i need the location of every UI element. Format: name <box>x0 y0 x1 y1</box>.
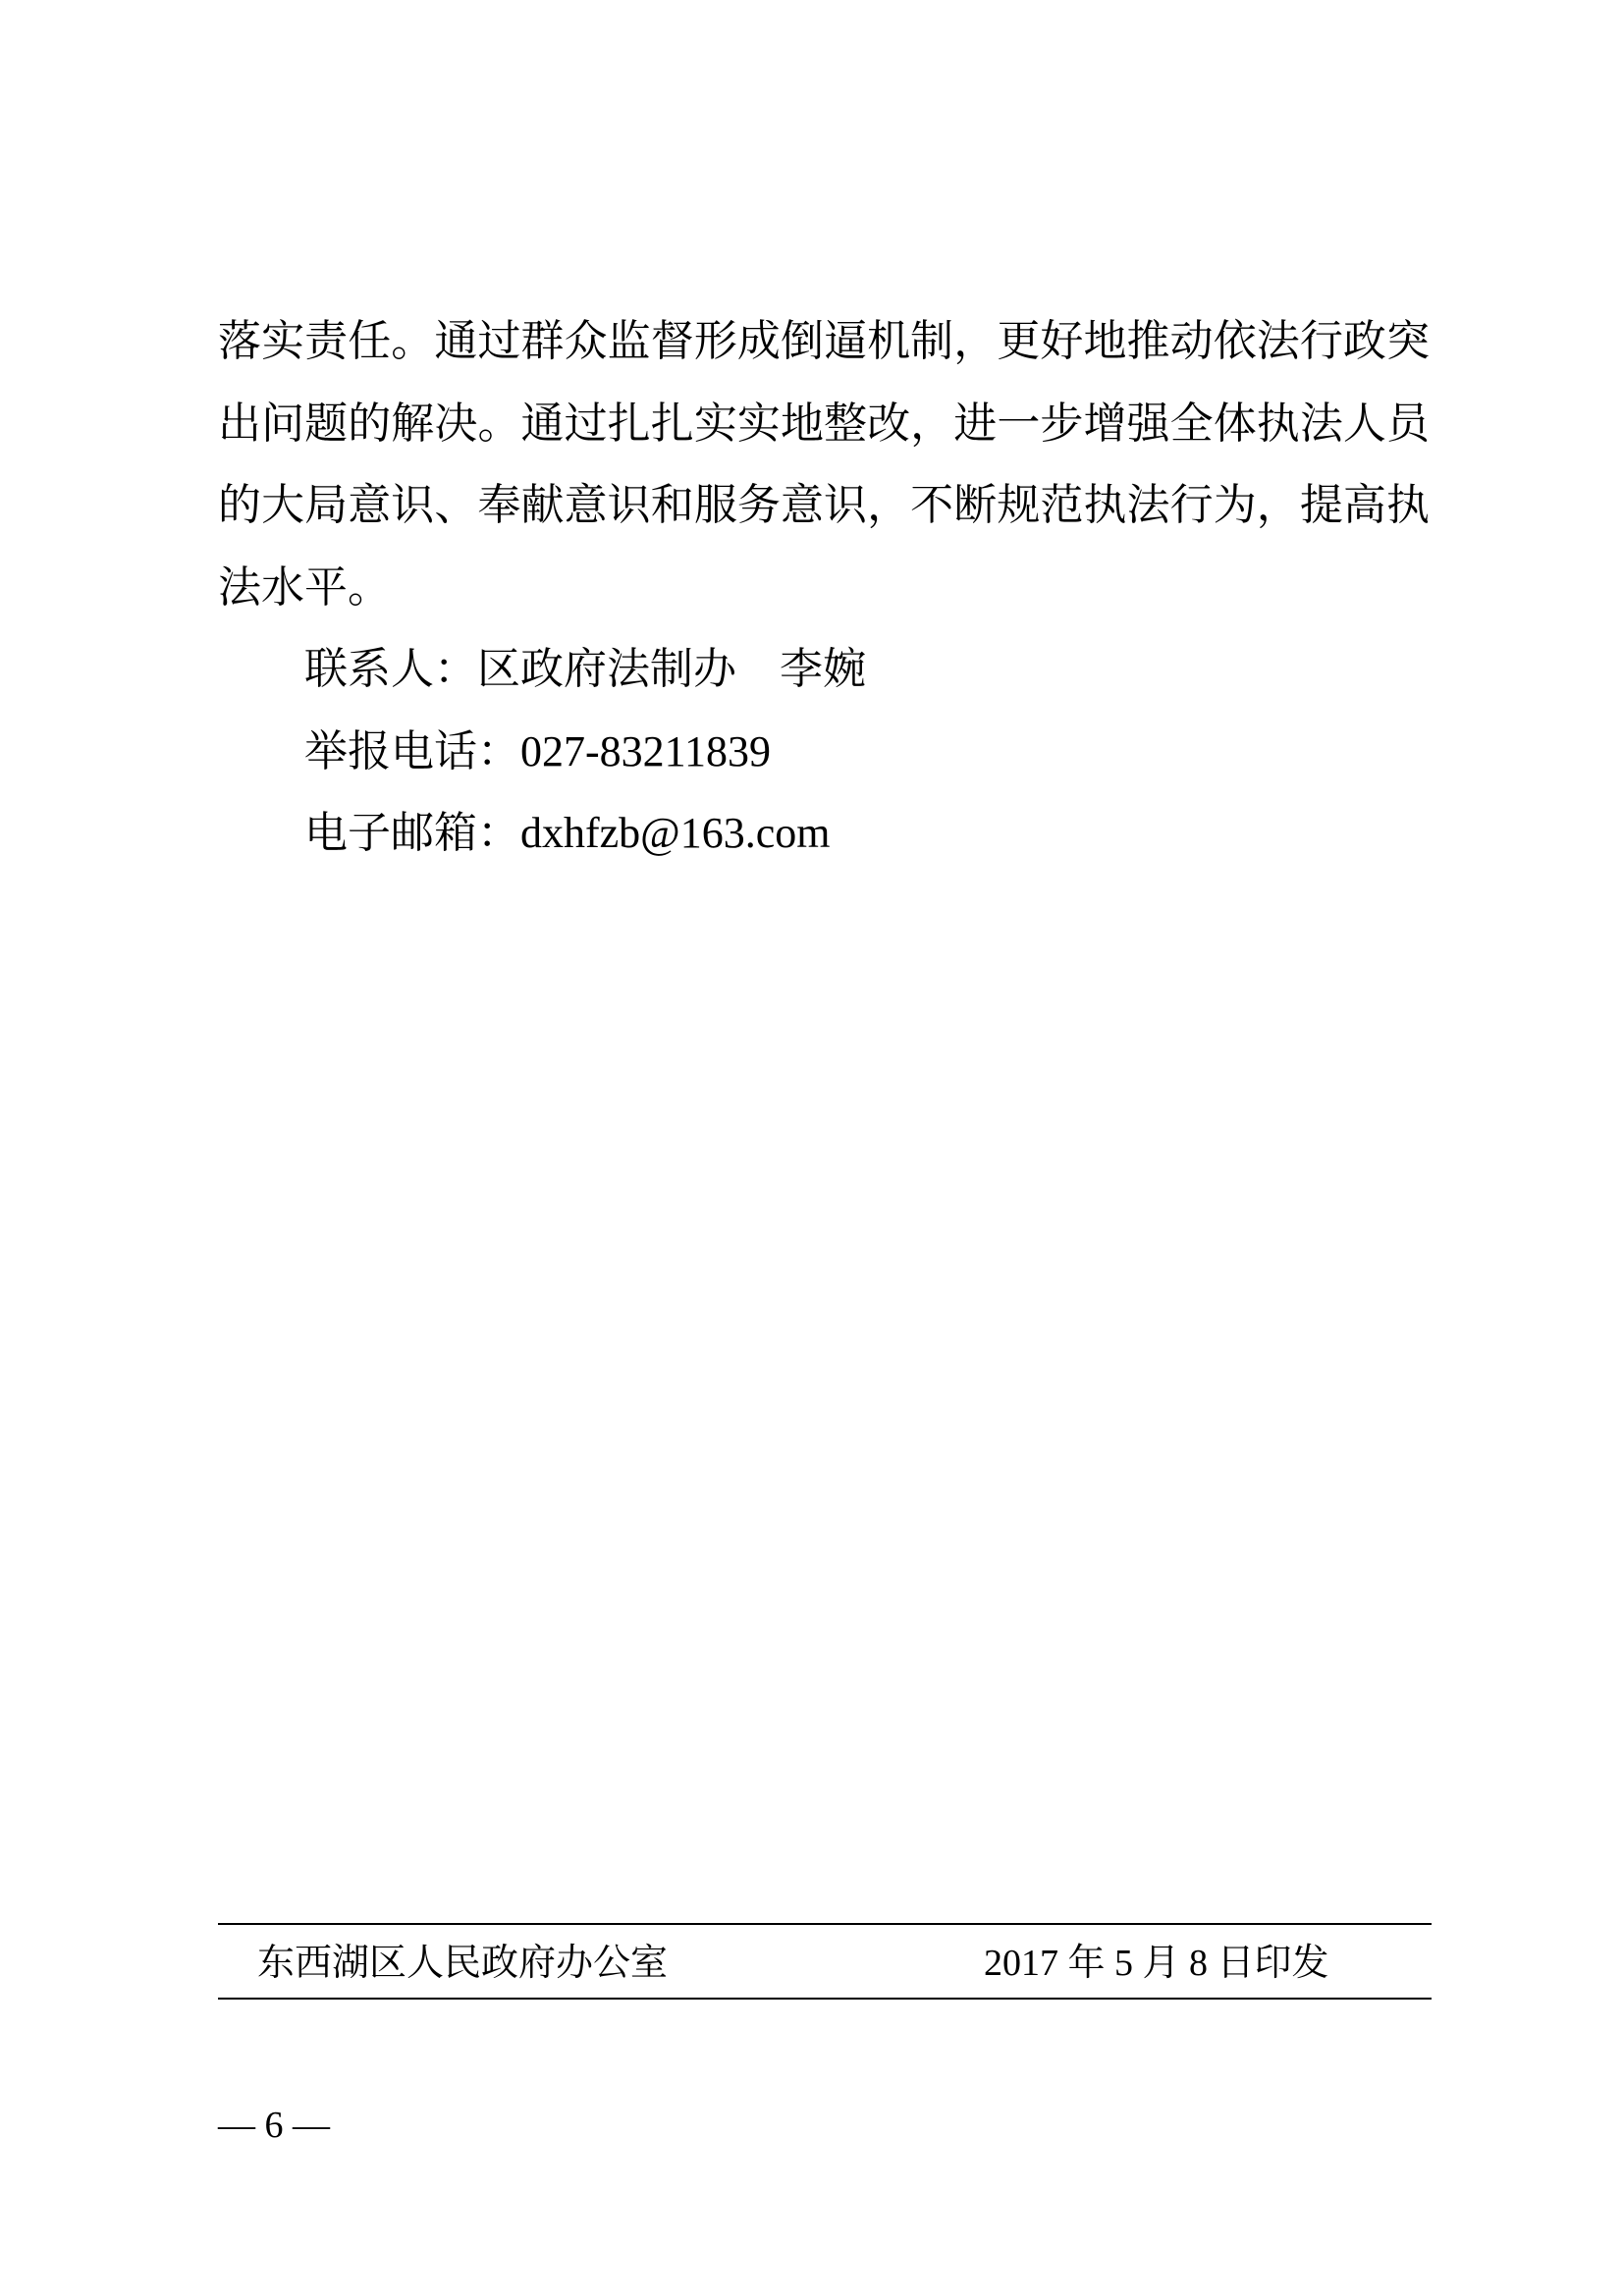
email-line <box>218 792 1430 875</box>
footer-issuer: 东西湖区人民政府办公室 <box>257 1943 669 1984</box>
contact-person-value: 区政府法制办 李婉 <box>477 645 866 693</box>
footer-issue-date: 2017 年 5 月 8 日印发 <box>984 1943 1329 1984</box>
report-phone-value: 027-83211839 <box>520 726 772 775</box>
contact-person-line <box>218 628 1430 711</box>
body-text <box>218 300 1430 875</box>
footer-top-rule <box>218 1923 1432 1925</box>
body-line: 出问题的解决。通过扎扎实实地整改，进一步增强全体执法人员 <box>218 399 1430 448</box>
email-value: dxhfzb@163.com <box>520 809 831 857</box>
report-phone-label: 举报电话： <box>304 726 520 775</box>
contact-person-label: 联系人： <box>304 645 477 693</box>
report-phone-line <box>218 711 1430 793</box>
body-line: 法水平。 <box>218 562 391 612</box>
email-label: 电子邮箱： <box>304 809 520 857</box>
body-line: 的大局意识、奉献意识和服务意识，不断规范执法行为，提高执 <box>218 481 1430 529</box>
footer-bottom-rule <box>218 1998 1432 2000</box>
body-line: 落实责任。通过群众监督形成倒逼机制，更好地推动依法行政突 <box>218 317 1430 365</box>
page-number: — 6 — <box>218 2105 330 2146</box>
